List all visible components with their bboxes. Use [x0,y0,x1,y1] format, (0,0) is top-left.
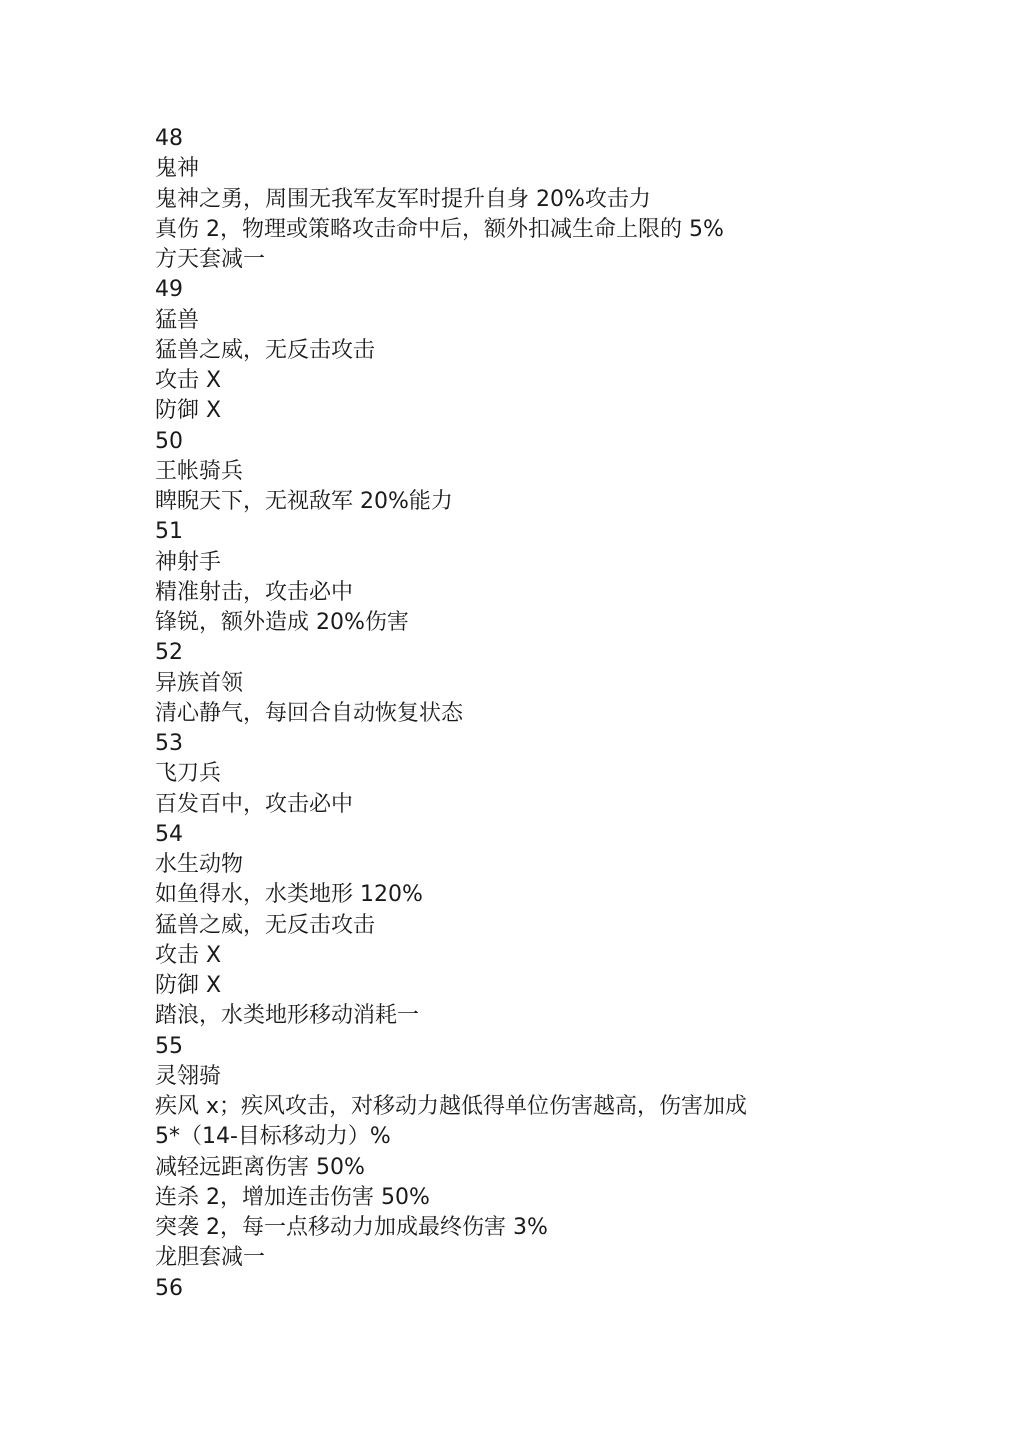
unit-skill: 清心静气，每回合自动恢复状态 [155,700,464,726]
unit-name: 灵翎骑 [155,1063,222,1089]
unit-number: 51 [155,519,183,545]
unit-skill: 猛兽之威，无反击攻击 [155,337,376,363]
unit-skill: 百发百中，攻击必中 [155,791,354,817]
unit-stat: 防御 X [155,398,222,424]
unit-skill: 鬼神之勇，周围无我军友军时提升自身 20%攻击力 [155,186,651,212]
unit-skill: 减轻远距离伤害 50% [155,1154,365,1180]
unit-name: 异族首领 [155,670,244,696]
unit-skill: 踏浪，水类地形移动消耗一 [155,1003,420,1029]
unit-name: 飞刀兵 [155,761,222,787]
unit-number: 56 [155,1275,183,1301]
unit-skill: 睥睨天下，无视敌军 20%能力 [155,489,453,514]
unit-skill: 精准射击，攻击必中 [155,579,354,605]
unit-note: 龙胆套减一 [155,1245,266,1271]
unit-number: 54 [155,821,183,847]
unit-name: 神射手 [155,549,222,575]
unit-name: 猛兽 [155,307,200,333]
unit-number: 50 [155,428,183,454]
unit-name: 王帐骑兵 [155,458,244,484]
unit-number: 52 [155,640,183,666]
unit-number: 48 [155,126,183,151]
unit-skill: 真伤 2，物理或策略攻击命中后，额外扣减生命上限的 5% [155,216,724,242]
unit-skill: 疾风 x；疾风攻击，对移动力越低得单位伤害越高，伤害加成 [155,1094,748,1119]
unit-skill: 连杀 2，增加连击伤害 50% [155,1184,430,1210]
unit-name: 鬼神 [155,156,200,182]
unit-skill-continued: 5*（14-目标移动力）% [155,1124,391,1150]
unit-number: 53 [155,731,183,756]
unit-stat: 防御 X [155,973,222,998]
unit-skill: 猛兽之威，无反击攻击 [155,912,376,938]
unit-skill: 锋锐，额外造成 20%伤害 [155,610,409,635]
unit-number: 49 [155,277,183,303]
unit-stat: 攻击 X [155,942,222,968]
unit-note: 方天套减一 [155,247,266,272]
unit-skill: 如鱼得水，水类地形 120% [155,882,423,908]
document-page [155,124,975,1304]
unit-skill: 突袭 2，每一点移动力加成最终伤害 3% [155,1215,548,1240]
unit-name: 水生动物 [155,852,244,877]
unit-number: 55 [155,1033,183,1059]
unit-stat: 攻击 X [155,368,222,393]
